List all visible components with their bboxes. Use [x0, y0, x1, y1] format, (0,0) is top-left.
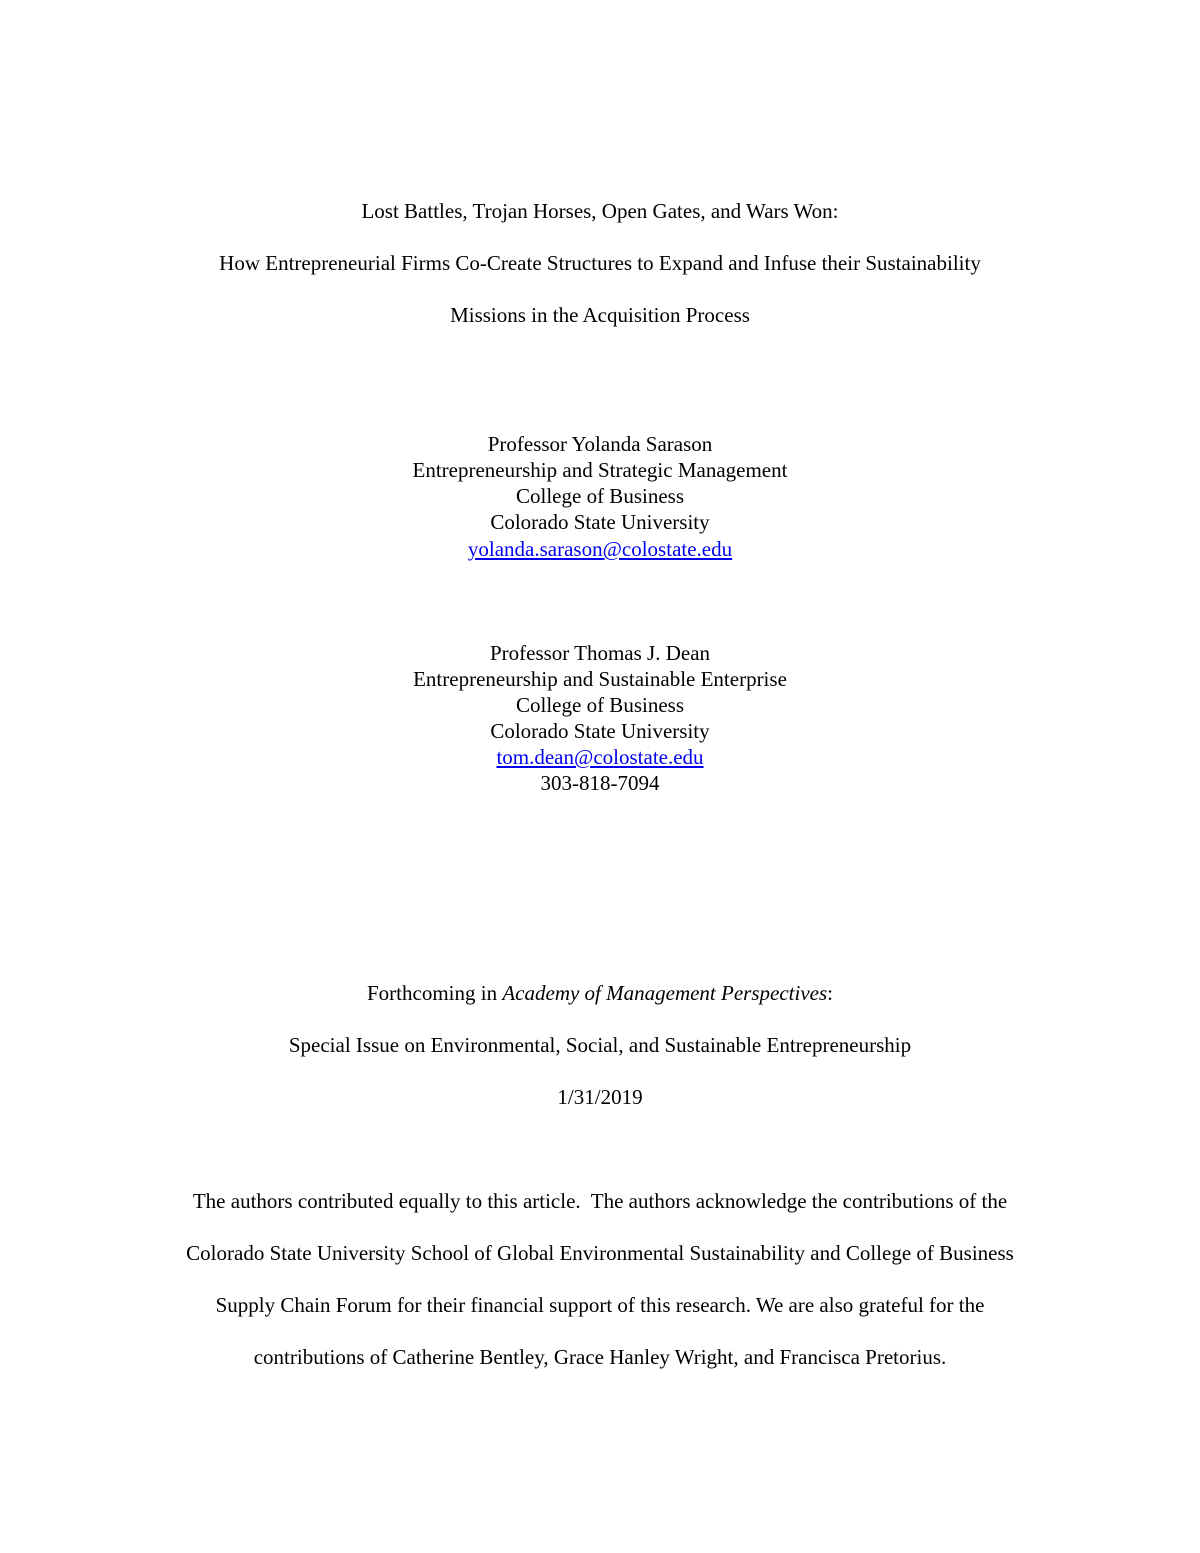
author-1-department: Entrepreneurship and Strategic Management	[412, 458, 788, 482]
author-2-email-link[interactable]: tom.dean@colostate.edu	[496, 745, 704, 769]
publication-suffix: :	[827, 981, 833, 1005]
acknowledgement-line-2: Colorado State University School of Global Environmental Sustainability and College of Business	[186, 1241, 1014, 1265]
author-1-college: College of Business	[516, 484, 684, 508]
author-1-email-link[interactable]: yolanda.sarason@colostate.edu	[467, 537, 733, 561]
publication-line	[0, 980, 1200, 1006]
author-1-email-line	[0, 536, 1200, 562]
acknowledgement-line-1: The authors contributed equally to this article. The authors acknowledge the contributions of the	[192, 1189, 1008, 1213]
title-line-1: Lost Battles, Trojan Horses, Open Gates, and Wars Won:	[361, 199, 839, 223]
author-2-phone: 303-818-7094	[540, 771, 660, 795]
author-2-name: Professor Thomas J. Dean	[489, 641, 711, 665]
journal-name: Academy of Management Perspectives	[502, 981, 828, 1005]
author-2-university: Colorado State University	[490, 719, 710, 743]
publication-prefix: Forthcoming in	[367, 981, 503, 1005]
author-1-university: Colorado State University	[490, 510, 710, 534]
title-line-2: How Entrepreneurial Firms Co-Create Structures to Expand and Infuse their Sustainability	[219, 251, 981, 275]
publication-date: 1/31/2019	[557, 1085, 643, 1109]
special-issue: Special Issue on Environmental, Social, and Sustainable Entrepreneurship	[288, 1033, 912, 1057]
author-2-department: Entrepreneurship and Sustainable Enterprise	[413, 667, 787, 691]
author-1-name: Professor Yolanda Sarason	[487, 432, 713, 456]
title-line-3: Missions in the Acquisition Process	[450, 303, 750, 327]
acknowledgement-line-3: Supply Chain Forum for their financial support of this research. We are also grateful for the	[215, 1293, 985, 1317]
acknowledgement-line-4: contributions of Catherine Bentley, Grace Hanley Wright, and Francisca Pretorius.	[253, 1345, 947, 1369]
author-2-college: College of Business	[516, 693, 684, 717]
author-2-email-line	[0, 744, 1200, 770]
